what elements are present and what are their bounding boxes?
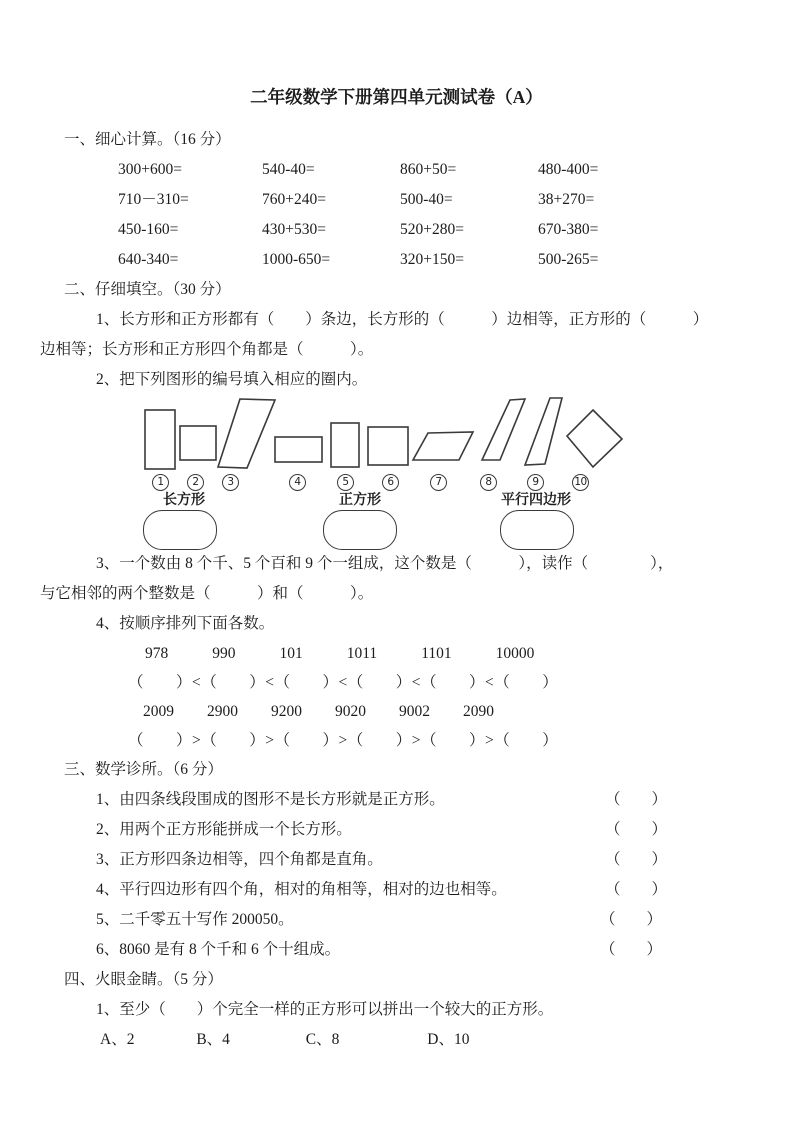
eye-choices [40, 1025, 753, 1055]
calc-problem: 520+280= [400, 221, 464, 238]
calc-problem: 710－310= [118, 191, 189, 208]
clinic-item-text: 6、8060 是有 8 个千和 6 个十组成。 [96, 941, 341, 958]
fill-q3-line2: 与它相邻的两个整数是（ ）和（ ）。 [40, 585, 374, 602]
sort2-numbers [40, 697, 753, 726]
fill-q3-line1: 3、一个数由 8 个千、5 个百和 9 个一组成，这个数是（ ），读作（ ）， [96, 555, 674, 572]
sort1-number: 1101 [421, 645, 452, 662]
fill-q1-line2: 边相等；长方形和正方形四个角都是（ ）。 [40, 341, 374, 358]
shape-9-thin-quadrilateral [525, 398, 562, 465]
clinic-item [40, 875, 753, 905]
sort2-pattern: （ ）>（ ）>（ ）>（ ）>（ ）>（ ） [128, 732, 559, 749]
shape-8-thin-parallelogram [482, 399, 525, 460]
shape-2-square [180, 426, 216, 460]
group-rectangle [143, 493, 217, 550]
choice-b: B、4 [196, 1031, 230, 1048]
shape-1-tall-rectangle [145, 410, 175, 469]
shapes-drawing [100, 397, 740, 473]
choice-a: A、2 [100, 1031, 135, 1048]
shape-number-1: 1 [152, 474, 169, 491]
clinic-answer-blank: （ ） [600, 911, 663, 928]
group-parallelogram-label: 平行四边形 [501, 493, 571, 508]
sort2-number: 2090 [463, 703, 494, 720]
shapes-figure [100, 397, 740, 549]
sort1-pattern: （ ）<（ ）<（ ）<（ ）<（ ）<（ ） [128, 674, 559, 691]
calc-problem: 860+50= [400, 161, 457, 178]
calc-problem: 1000-650= [262, 251, 331, 268]
sort2-number: 9020 [335, 703, 366, 720]
clinic-answer-blank: （ ） [605, 851, 668, 868]
clinic-item [40, 845, 753, 875]
rectangle-answer-oval [143, 510, 217, 550]
clinic-answer-blank: （ ） [605, 881, 668, 898]
shape-6-square [368, 427, 408, 465]
clinic-item [40, 905, 753, 935]
sort1-number: 978 [145, 645, 169, 662]
group-parallelogram [500, 493, 574, 550]
shape-number-5: 5 [337, 474, 354, 491]
calc-problem: 640-340= [118, 251, 179, 268]
group-square-label: 正方形 [339, 493, 381, 508]
calc-problem: 540-40= [262, 161, 315, 178]
clinic-answer-blank: （ ） [605, 821, 668, 838]
shape-number-3: 3 [222, 474, 239, 491]
sort1-number: 10000 [495, 645, 535, 662]
shape-5-small-rectangle [331, 423, 359, 467]
page-title: 二年级数学下册第四单元测试卷（A） [250, 87, 543, 107]
shape-3-slanted-parallelogram [218, 399, 275, 468]
section-eye-heading: 四、火眼金睛。（5 分） [64, 971, 223, 988]
sort1-number: 101 [279, 645, 303, 662]
group-rectangle-label: 长方形 [163, 493, 205, 508]
sort2-number: 2009 [143, 703, 174, 720]
clinic-item-text: 5、二千零五十写作 200050。 [96, 911, 294, 928]
shape-number-4: 4 [289, 474, 306, 491]
shape-4-wide-rectangle [275, 437, 322, 462]
section-calc-heading: 一、细心计算。（16 分） [64, 131, 231, 148]
calc-problem: 760+240= [262, 191, 326, 208]
section-fill-heading: 二、仔细填空。（30 分） [64, 281, 231, 298]
calc-problem: 670-380= [538, 221, 599, 238]
calc-grid [118, 155, 753, 275]
clinic-item-text: 3、正方形四条边相等，四个角都是直角。 [96, 851, 383, 868]
calc-problem: 480-400= [538, 161, 599, 178]
calc-problem: 500-40= [400, 191, 453, 208]
parallelogram-answer-oval [500, 510, 574, 550]
shape-number-9: 9 [527, 474, 544, 491]
sort1-number: 1011 [346, 645, 378, 662]
clinic-item-text: 1、由四条线段围成的图形不是长方形就是正方形。 [96, 791, 445, 808]
eye-q1: 1、至少（ ）个完全一样的正方形可以拼出一个较大的正方形。 [96, 1001, 554, 1018]
square-answer-oval [323, 510, 397, 550]
clinic-item-text: 4、平行四边形有四个角，相对的角相等，相对的边也相等。 [96, 881, 507, 898]
sort1-number: 990 [212, 645, 236, 662]
fill-q2: 2、把下列图形的编号填入相应的圈内。 [96, 371, 368, 388]
shape-answer-groups [100, 493, 740, 549]
shape-number-7: 7 [430, 474, 447, 491]
test-paper [40, 84, 753, 1055]
sort2-number: 9200 [271, 703, 302, 720]
clinic-item-text: 2、用两个正方形能拼成一个长方形。 [96, 821, 352, 838]
calc-problem: 320+150= [400, 251, 464, 268]
calc-problem: 300+600= [118, 161, 182, 178]
section-clinic-heading: 三、数学诊所。（6 分） [64, 761, 223, 778]
calc-problem: 38+270= [538, 191, 595, 208]
choice-d: D、10 [427, 1031, 470, 1048]
calc-problem: 500-265= [538, 251, 599, 268]
choice-c: C、8 [305, 1031, 340, 1048]
shape-number-8: 8 [480, 474, 497, 491]
clinic-answer-blank: （ ） [600, 941, 663, 958]
sort2-number: 2900 [207, 703, 238, 720]
shape-number-6: 6 [382, 474, 399, 491]
group-square [323, 493, 397, 550]
shape-number-10: 10 [572, 474, 589, 491]
shape-number-row [100, 474, 740, 492]
clinic-item [40, 815, 753, 845]
clinic-item [40, 785, 753, 815]
sort2-number: 9002 [399, 703, 430, 720]
clinic-item [40, 935, 753, 965]
fill-q4: 4、按顺序排列下面各数。 [96, 615, 275, 632]
fill-q1-line1: 1、长方形和正方形都有（ ）条边，长方形的（ ）边相等，正方形的（ ） [96, 311, 709, 328]
shape-number-2: 2 [187, 474, 204, 491]
clinic-answer-blank: （ ） [605, 791, 668, 808]
shape-10-diamond [567, 410, 622, 467]
calc-problem: 450-160= [118, 221, 179, 238]
sort1-numbers [40, 639, 753, 668]
calc-problem: 430+530= [262, 221, 326, 238]
shape-7-flat-parallelogram [413, 432, 473, 460]
